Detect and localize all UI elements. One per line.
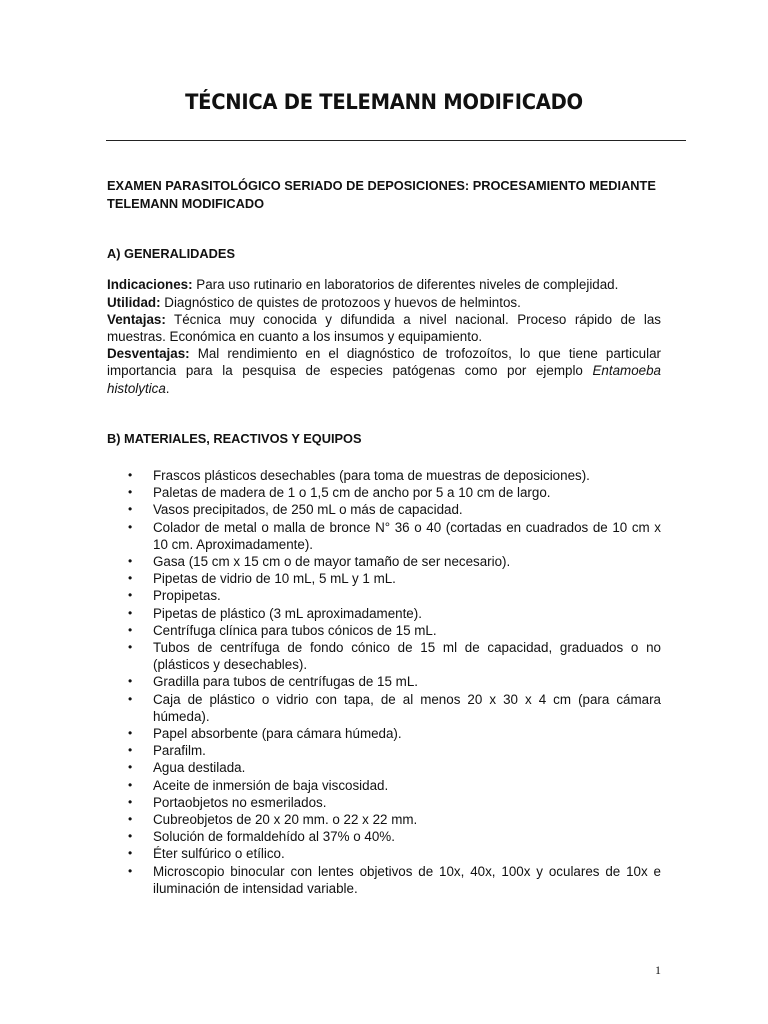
list-item — [107, 777, 661, 794]
list-item-text: Vasos precipitados, de 250 mL o más de capacidad. — [153, 502, 463, 518]
bullet-icon: • — [128, 519, 133, 534]
list-item-text: Solución de formaldehído al 37% o 40%. — [153, 829, 395, 845]
page-number: 1 — [655, 963, 661, 977]
desventajas-end: . — [165, 380, 170, 396]
list-item-text: Frascos plásticos desechables (para toma de muestras de deposiciones). — [153, 468, 590, 484]
ventajas-text: Técnica muy conocida y difundida a nivel nacional. Proceso rápido de las muestras. Económica en cuanto a los insumos y equipamiento. — [107, 311, 661, 344]
species-name: Entamoeba histolytica — [107, 363, 661, 396]
utilidad-label: Utilidad: — [107, 294, 161, 310]
list-item-text: Éter sulfúrico o etílico. — [153, 846, 285, 862]
list-item — [107, 519, 661, 553]
list-item-text: Centrífuga clínica para tubos cónicos de 15 mL. — [153, 622, 437, 638]
bullet-icon: • — [128, 691, 133, 706]
bullet-icon: • — [128, 485, 133, 500]
bullet-icon: • — [128, 812, 133, 827]
list-item — [107, 484, 661, 501]
list-item — [107, 587, 661, 604]
list-item-text: Gradilla para tubos de centrífugas de 15 mL. — [153, 674, 418, 690]
list-item — [107, 673, 661, 690]
list-item — [107, 691, 661, 725]
bullet-icon: • — [128, 726, 133, 741]
bullet-icon: • — [128, 760, 133, 775]
bullet-icon: • — [128, 571, 133, 586]
list-item-text: Paletas de madera de 1 o 1,5 cm de ancho por 5 a 10 cm de largo. — [153, 485, 551, 501]
page-title: TÉCNICA DE TELEMANN MODIFICADO — [185, 90, 583, 114]
section-b-heading: B) MATERIALES, REACTIVOS Y EQUIPOS — [107, 430, 362, 446]
bullet-icon: • — [128, 846, 133, 861]
bullet-icon: • — [128, 777, 133, 792]
list-item — [107, 467, 661, 484]
indicaciones-text: Para uso rutinario en laboratorios de diferentes niveles de complejidad. — [192, 277, 619, 293]
bullet-icon: • — [128, 743, 133, 758]
exam-heading: EXAMEN PARASITOLÓGICO SERIADO DE DEPOSICIONES: PROCESAMIENTO MEDIANTE TELEMANN MODIFICADO — [107, 178, 656, 211]
utilidad-paragraph — [107, 294, 661, 311]
list-item-text: Colador de metal o malla de bronce N° 36 o 40 (cortadas en cuadrados de 10 cm x 10 cm. Aproximadamente). — [153, 519, 661, 552]
list-item — [107, 863, 661, 897]
indicaciones-paragraph — [107, 276, 661, 293]
list-item — [107, 811, 661, 828]
section-a-heading: A) GENERALIDADES — [107, 246, 235, 262]
ventajas-label: Ventajas: — [107, 311, 166, 327]
list-item-text: Pipetas de plástico (3 mL aproximadamente). — [153, 605, 422, 621]
list-item — [107, 742, 661, 759]
ventajas-paragraph — [107, 311, 661, 345]
list-item-text: Microscopio binocular con lentes objetivos de 10x, 40x, 100x y oculares de 10x e iluminación de intensidad variable. — [153, 863, 661, 896]
list-item — [107, 845, 661, 862]
indicaciones-label: Indicaciones: — [107, 277, 193, 293]
list-item — [107, 553, 661, 570]
bullet-icon: • — [128, 468, 133, 483]
list-item-text: Gasa (15 cm x 15 cm o de mayor tamaño de ser necesario). — [153, 554, 511, 570]
list-item — [107, 794, 661, 811]
list-item-text: Cubreobjetos de 20 x 20 mm. o 22 x 22 mm. — [153, 812, 418, 828]
bullet-icon: • — [128, 588, 133, 603]
utilidad-text: Diagnóstico de quistes de protozoos y huevos de helmintos. — [160, 294, 521, 310]
list-item — [107, 725, 661, 742]
title-divider — [106, 140, 686, 141]
list-item — [107, 828, 661, 845]
section-a-body — [107, 276, 661, 396]
list-item — [107, 759, 661, 776]
bullet-icon: • — [128, 622, 133, 637]
bullet-icon: • — [128, 640, 133, 655]
desventajas-label: Desventajas: — [107, 346, 190, 362]
list-item-text: Agua destilada. — [153, 760, 246, 776]
materials-list — [107, 467, 661, 897]
list-item-text: Tubos de centrífuga de fondo cónico de 15 ml de capacidad, graduados o no (plásticos y desechables). — [153, 640, 661, 673]
list-item-text: Propipetas. — [153, 588, 221, 604]
list-item-text: Portaobjetos no esmerilados. — [153, 794, 327, 810]
bullet-icon: • — [128, 674, 133, 689]
list-item-text: Aceite de inmersión de baja viscosidad. — [153, 777, 389, 793]
bullet-icon: • — [128, 829, 133, 844]
list-item — [107, 605, 661, 622]
list-item-text: Papel absorbente (para cámara húmeda). — [153, 726, 402, 742]
bullet-icon: • — [128, 502, 133, 517]
bullet-icon: • — [128, 605, 133, 620]
list-item-text: Caja de plástico o vidrio con tapa, de al menos 20 x 30 x 4 cm (para cámara húmeda). — [153, 691, 661, 724]
bullet-icon: • — [128, 554, 133, 569]
list-item-text: Pipetas de vidrio de 10 mL, 5 mL y 1 mL. — [153, 571, 396, 587]
document-body — [107, 177, 661, 897]
list-item — [107, 570, 661, 587]
list-item — [107, 639, 661, 673]
bullet-icon: • — [128, 794, 133, 809]
bullet-icon: • — [128, 863, 133, 878]
list-item — [107, 501, 661, 518]
desventajas-paragraph — [107, 345, 661, 397]
desventajas-text: Mal rendimiento en el diagnóstico de trofozoítos, lo que tiene particular importancia para la pesquisa de especies patógenas como por ejemplo — [107, 346, 661, 379]
list-item-text: Parafilm. — [153, 743, 206, 759]
list-item — [107, 622, 661, 639]
